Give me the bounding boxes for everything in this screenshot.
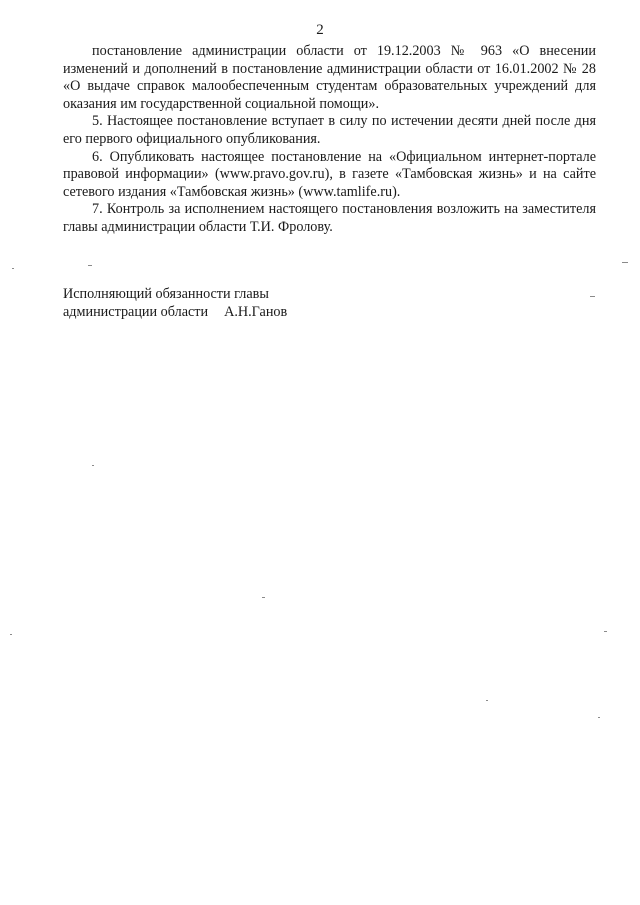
scan-speck	[598, 717, 600, 718]
scan-speck	[92, 465, 94, 466]
paragraph-5: 5. Настоящее постановление вступает в силу по истечении десяти дней после дня его первого официального опубликования.	[63, 113, 596, 147]
page-number: 2	[316, 22, 324, 38]
scan-speck	[486, 700, 488, 701]
paragraph-7: 7. Контроль за исполнением настоящего постановления возложить на заместителя главы администрации области Т.И. Фролову.	[63, 201, 596, 235]
scan-speck	[604, 631, 607, 632]
scan-speck	[622, 262, 628, 263]
paragraph-continuation: постановление администрации области от 19.12.2003 № 963 «О внесении изменений и дополнений в постановление администрации области от 16.01.2002 № 28 «О выдаче справок малообеспеченным студентам образовательных учреждений для оказания им государственной социальной помощи».	[63, 43, 596, 112]
signatory-title-line-2	[63, 304, 287, 322]
signature-block	[63, 286, 287, 321]
signatory-name: А.Н.Ганов	[224, 303, 288, 320]
scan-speck	[88, 265, 92, 266]
paragraph-6: 6. Опубликовать настоящее постановление на «Официальном интернет-портале правовой информации» (www.pravo.gov.ru), в газете «Тамбовская жизнь» и на сайте сетевого издания «Тамбовская жизнь» (www.tamlife.ru).	[63, 148, 596, 200]
signatory-title-text: администрации области	[63, 303, 209, 320]
scan-speck	[12, 268, 14, 269]
scan-speck	[10, 634, 12, 635]
document-body	[63, 43, 596, 237]
signatory-title-line-1: Исполняющий обязанности главы	[63, 286, 269, 302]
scan-speck	[262, 597, 265, 598]
scan-speck	[590, 296, 595, 297]
